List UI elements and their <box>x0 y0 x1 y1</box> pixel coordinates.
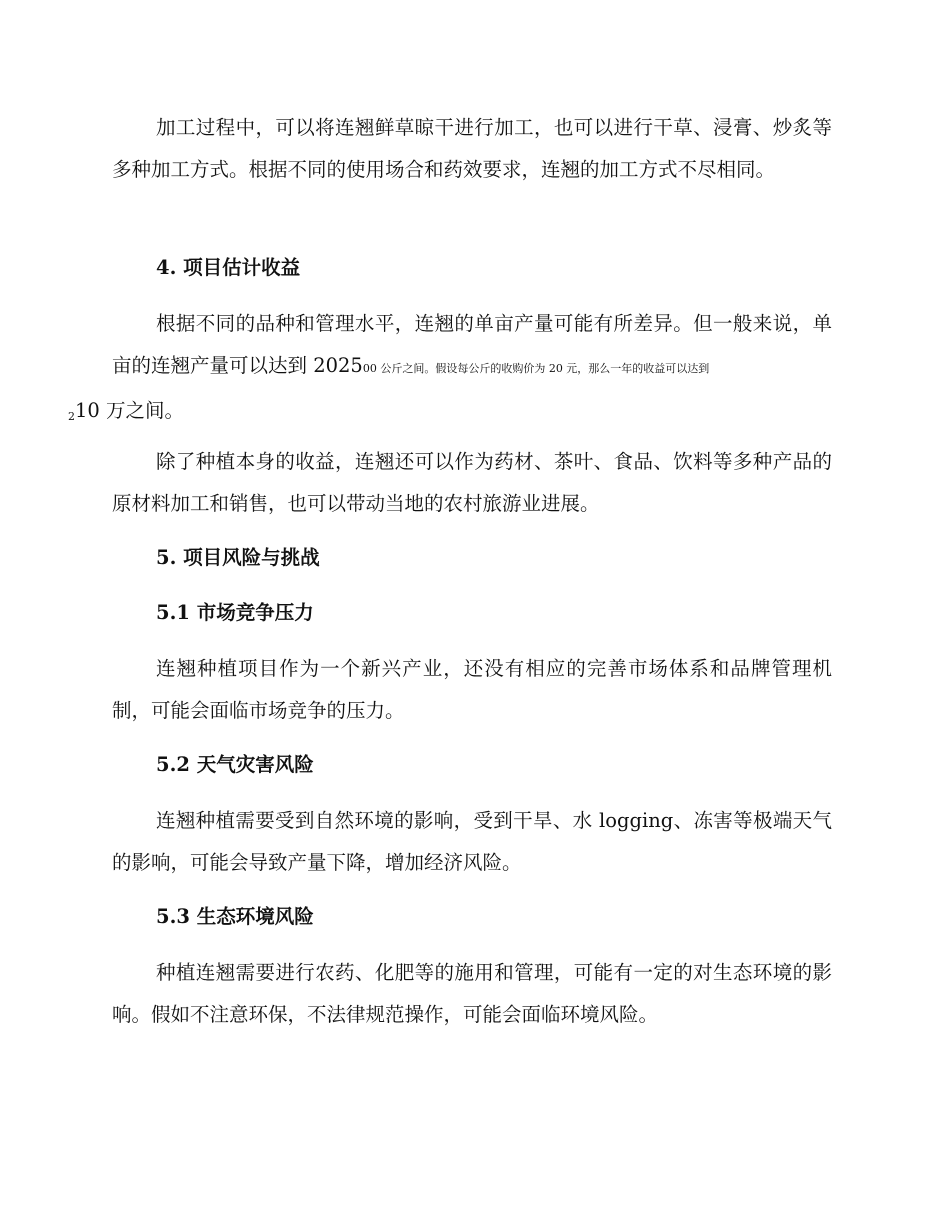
yield-text-sub: 2 <box>68 410 75 423</box>
heading-estimated-revenue: 4. 项目估计收益 <box>156 256 301 279</box>
yield-text-b: 10 万之间。 <box>75 399 185 422</box>
paragraph-yield <box>68 303 832 438</box>
paragraph-ecological-risk: 种植连翘需要进行农药、化肥等的施用和管理，可能有一定的对生态环境的影响。假如不注意环保，不法律规范操作，可能会面临环境风险。 <box>112 961 832 1026</box>
yield-text-small: 00 公斤之间。假设每公斤的收购价为 20 元，那么一年的收益可以达到 <box>362 362 710 375</box>
paragraph-weather-risk: 连翘种植需要受到自然环境的影响，受到干旱、水 logging、冻害等极端天气的影响，可能会导致产量下降，增加经济风险。 <box>112 809 832 874</box>
heading-ecological-risk: 5.3 生态环境风险 <box>156 905 314 928</box>
heading-market-competition: 5.1 市场竞争压力 <box>156 601 314 624</box>
heading-weather-risk: 5.2 天气灾害风险 <box>156 753 314 776</box>
paragraph-market-competition: 连翘种植项目作为一个新兴产业，还没有相应的完善市场体系和品牌管理机制，可能会面临市场竞争的压力。 <box>112 657 832 722</box>
heading-risks-challenges: 5. 项目风险与挑战 <box>156 546 320 569</box>
yield-text-a: 根据不同的品种和管理水平，连翘的单亩产量可能有所差异。但一般来说，单亩的连翘产量可以达到 2025 <box>112 312 832 377</box>
paragraph-processing: 加工过程中，可以将连翘鲜草晾干进行加工，也可以进行干草、浸膏、炒炙等多种加工方式。根据不同的使用场合和药效要求，连翘的加工方式不尽相同。 <box>112 116 832 181</box>
paragraph-extra-benefits: 除了种植本身的收益，连翘还可以作为药材、茶叶、食品、饮料等多种产品的原材料加工和销售，也可以带动当地的农村旅游业进展。 <box>112 450 832 515</box>
